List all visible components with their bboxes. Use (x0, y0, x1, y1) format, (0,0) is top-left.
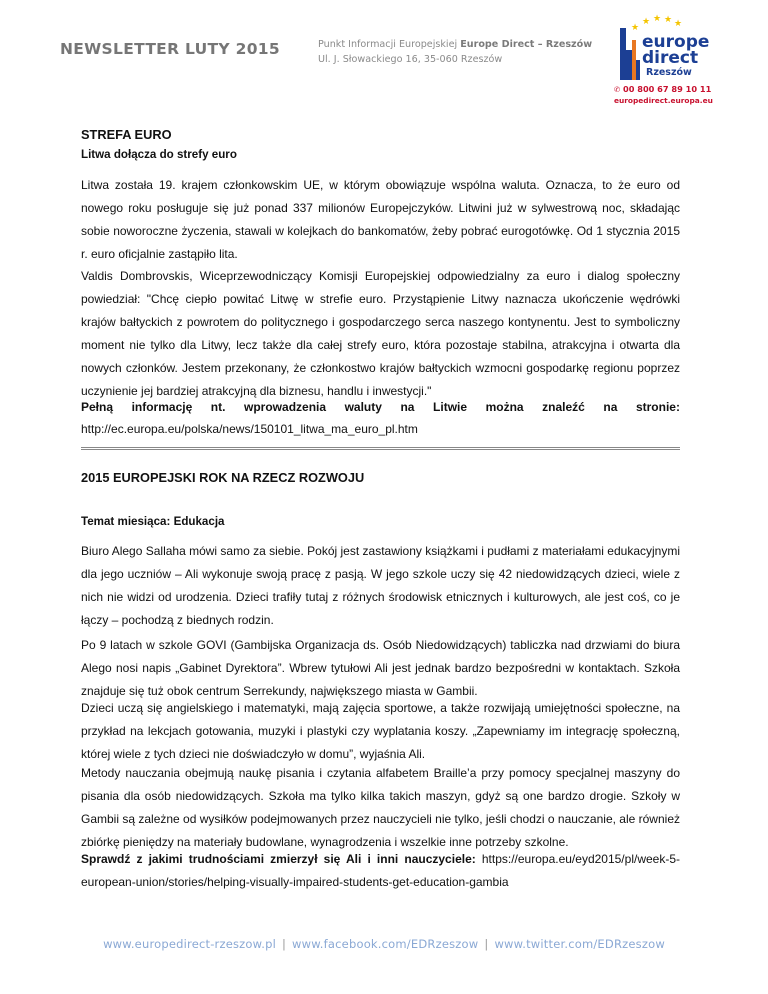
section-title-text: 2015 EUROPEJSKI ROK NA RZECZ ROZWOJU (81, 470, 365, 485)
more-info-label (81, 396, 680, 418)
footer-link-twitter[interactable]: www.twitter.com/EDRzeszow (494, 937, 665, 951)
word: waluty (344, 400, 382, 414)
divider (81, 449, 680, 450)
phone-icon: ✆ (614, 85, 621, 94)
word: można (485, 400, 524, 414)
education-story-link[interactable]: https://europa.eu/eyd2015/pl/week-5-european-union/stories/helping-visually-impaired-students-get-education-gambia (81, 852, 680, 889)
more-info-label: Sprawdź z jakimi trudnościami zmierzył się Ali i inni nauczyciele: (81, 852, 476, 866)
word: Litwie (433, 400, 468, 414)
paragraph (81, 762, 680, 854)
word: znaleźć (542, 400, 585, 414)
svg-text:★: ★ (642, 17, 651, 27)
logo-word-direct: direct (642, 48, 699, 68)
paragraph-text: Metody nauczania obejmują naukę pisania i czytania alfabetem Braille’a przy pomocy specjalnej maszyny do pisania dla osób niedowidzących. Szkoła ma tylko kilka takich maszyn, gdyż są one bardzo drogie. Szkoły w Gambii są zależne od wysiłków podejmowanych przez nauczycieli nie tylko, jeśli chodzi o nauczanie, ale również zbiórkę pieniędzy na materiały budowlane, wynagrodzenia i wszelkie inne potrzeby szkolne. (81, 766, 680, 849)
svg-text:★: ★ (653, 14, 662, 24)
paragraph-text: Valdis Dombrovskis, Wiceprzewodniczący Komisji Europejskiej odpowiedzialny za euro i dialog społeczny powiedział: "Chcę ciepło powitać Litwę w strefie euro. Przystąpienie Litwy naznacza ukończenie wędrówki krajów bałtyckich z powrotem do politycznego i gospodarczego serca naszego kontynentu. Jest to symboliczny moment nie tylko dla Litwy, lecz także dla całej strefy euro, która pozostaje stabilna, atrakcyjna i otwarta dla nowych członków. Jestem przekonany, że członkostwo krajów bałtyckich wzmocni gospodarkę regionu poprzez uczynienie jej bardziej atrakcyjną dla biznesu, handlu i inwestycji." (81, 269, 680, 398)
word: nt. (210, 400, 226, 414)
word: stronie: (635, 400, 680, 414)
newsletter-title: NEWSLETTER LUTY 2015 (60, 40, 280, 58)
section-title-rok-rozwoju (81, 467, 680, 489)
svg-text:★: ★ (664, 15, 673, 25)
svg-text:★: ★ (674, 19, 683, 29)
word: Pełną (81, 400, 114, 414)
office-address (318, 37, 592, 67)
logo-phone: 00 800 67 89 10 11 (623, 84, 712, 94)
logo-city: Rzeszów (646, 67, 692, 78)
subtitle-text: Temat miesiąca: Edukacja (81, 515, 225, 528)
paragraph-text: Litwa została 19. krajem członkowskim UE, w którym obowiązuje wspólna waluta. Oznacza, to że euro od nowego roku posługuje się już ponad 337 milionów Europejczyków. Litwini już w sylwestrową noc, składając sobie noworoczne życzenia, stawali w kolejkach do bankomatów, żeby pobrać eurogotówkę. Od 1 stycznia 2015 r. euro oficjalnie zastąpiło lita. (81, 178, 680, 261)
more-info (81, 396, 680, 440)
paragraph-text: Po 9 latach w szkole GOVI (Gambijska Organizacja ds. Osób Niedowidzących) tabliczka nad drzwiami do biura Alego nosi napis „Gabinet Dyrektora”. Wbrew tytułowi Ali jest jednak bardzo bezpośredni w kontaktach. Szkoła znajduje się tuż obok centrum Serrekundy, największego miasta w Gambii. (81, 638, 680, 698)
word: na (603, 400, 618, 414)
paragraph (81, 697, 680, 766)
section-subtitle-litwa (81, 143, 680, 166)
word: wprowadzenia (244, 400, 327, 414)
divider (81, 447, 680, 448)
footer-link-facebook[interactable]: www.facebook.com/EDRzeszow (292, 937, 479, 951)
paragraph-text: Biuro Alego Sallaha mówi samo za siebie. Pokój jest zastawiony książkami i pudłami z materiałami edukacyjnymi dla jego uczniów – Ali wykonuje swoją pracę z pasją. W jego szkole uczy się 42 niedowidzących dzieci, wiele z nich nie widzi od urodzenia. Dzieci trafiły tutaj z różnych środowisk etnicznych i kulturowych, ale jest coś, co je łączy – pochodzą z biednych rodzin. (81, 544, 680, 627)
more-info-education (81, 848, 680, 894)
footer-links (0, 937, 768, 951)
office-street: Ul. J. Słowackiego 16, 35-060 Rzeszów (318, 54, 503, 65)
paragraph (81, 174, 680, 266)
paragraph (81, 265, 680, 403)
footer-separator: | (484, 937, 489, 951)
stars-icon (631, 14, 682, 33)
logo-url: europedirect.europa.eu (614, 96, 713, 105)
paragraph (81, 540, 680, 632)
section-title-strefa-euro: STREFA EURO (81, 127, 172, 142)
office-name: Punkt Informacji Europejskiej (318, 39, 461, 50)
logo-word-europe: europe (642, 32, 710, 52)
subtitle-text: Litwa dołącza do strefy euro (81, 148, 237, 161)
footer-link-website[interactable]: www.europedirect-rzeszow.pl (103, 937, 276, 951)
section-subtitle-edukacja (81, 510, 680, 533)
word: informację (131, 400, 193, 414)
paragraph (81, 634, 680, 703)
word: na (400, 400, 415, 414)
office-name-bold: Europe Direct – Rzeszów (460, 39, 593, 50)
europe-direct-logo (612, 10, 714, 108)
svg-text:★: ★ (631, 23, 640, 33)
euro-info-link[interactable]: http://ec.europa.eu/polska/news/150101_litwa_ma_euro_pl.htm (81, 422, 418, 436)
paragraph-text: Dzieci uczą się angielskiego i matematyki, mają zajęcia sportowe, a także rozwijają umiejętności społeczne, na przykład na lekcjach gotowania, muzyki i plastyki czy wyplatania koszy. „Zapewniamy im integrację społeczną, której wiele z tych dzieci nie doświadczyło w domu”, wyjaśnia Ali. (81, 701, 680, 761)
footer-separator: | (281, 937, 287, 951)
